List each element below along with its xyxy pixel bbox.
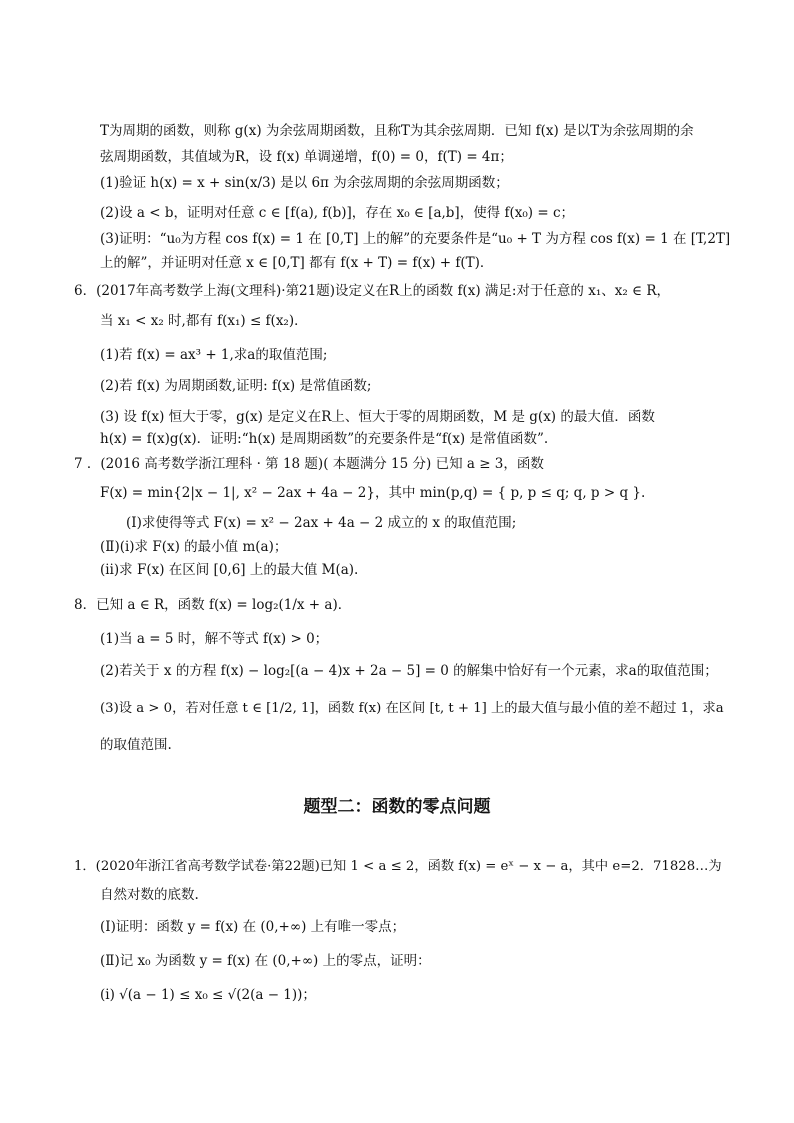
problem8-part3b: 的取值范围. (100, 737, 172, 753)
problem6-part3a: (3) 设 f(x) 恒大于零，g(x) 是定义在R上、恒大于零的周期函数，M 是 g(x) 的最大值．函数 (100, 409, 655, 425)
problem5-part1: (1)验证 h(x) = x + sin(x/3) 是以 6π 为余弦周期的余弦周期函数； (100, 175, 509, 191)
problem5-part3b: 上的解”，并证明对任意 x ∈ [0,T] 都有 f(x + T) = f(x) + f(T)． (100, 255, 494, 271)
zero-problem1-part2i: (ⅰ) √(a − 1) ≤ x₀ ≤ √(2(a − 1))； (100, 987, 316, 1003)
problem6-part3b: h(x) = f(x)g(x)．证明:“h(x) 是周期函数”的充要条件是“f(x) 是常值函数”. (100, 431, 549, 447)
zero-problem1-line2: 自然对数的底数. (100, 887, 199, 903)
problem5-part3a: (3)证明：“u₀为方程 cos f(x) = 1 在 [0,T] 上的解”的充要条件是“u₀ + T 为方程 cos f(x) = 1 在 [T,2T] (100, 231, 731, 247)
problem7-part2ii: (ⅱ)求 F(x) 在区间 [0,6] 上的最大值 M(a). (100, 562, 359, 578)
zero-problem1-line1: 1．(2020年浙江省高考数学试卷·第22题)已知 1 < a ≤ 2，函数 f(x) = eˣ − x − a，其中 e=2．71828…为 (74, 859, 722, 874)
problem8-part3a: (3)设 a > 0，若对任意 t ∈ [1/2, 1]，函数 f(x) 在区间 [t, t + 1] 上的最大值与最小值的差不超过 1，求a (100, 701, 724, 716)
problem6-line1: 6．(2017年高考数学上海(文理科)·第21题)设定义在R上的函数 f(x) 满足:对于任意的 x₁、x₂ ∈ R， (74, 283, 671, 299)
problem6-part2: (2)若 f(x) 为周期函数,证明: f(x) 是常值函数; (100, 378, 372, 394)
problem7-part1: (Ⅰ)求使得等式 F(x) = x² − 2ax + 4a − 2 成立的 x 的取值范围; (126, 515, 517, 531)
zero-problem1-part2: (Ⅱ)记 x₀ 为函数 y = f(x) 在 (0,+∞) 上的零点，证明： (100, 953, 431, 969)
problem5-line1: T为周期的函数，则称 g(x) 为余弦周期函数，且称T为其余弦周期．已知 f(x) 是以T为余弦周期的余 (100, 123, 694, 139)
problem6-line2: 当 x₁ < x₂ 时,都有 f(x₁) ≤ f(x₂)． (100, 313, 308, 329)
problem8-line1: 8．已知 a ∈ R，函数 f(x) = log₂(1/x + a)． (74, 597, 352, 613)
problem7-line1: 7 ．(2016 高考数学浙江理科 · 第 18 题)( 本题满分 15 分) 已知 a ≥ 3，函数 (74, 456, 544, 472)
problem7-line2: F(x) = min{2|x − 1|, x² − 2ax + 4a − 2}，其中 min(p,q) = { p, p ≤ q; q, p > q }. (100, 485, 646, 501)
problem6-part1: (1)若 f(x) = ax³ + 1,求a的取值范围; (100, 347, 328, 363)
problem5-line2: 弦周期函数，其值域为R，设 f(x) 单调递增，f(0) = 0，f(T) = 4π； (100, 149, 513, 165)
problem5-part2: (2)设 a < b，证明对任意 c ∈ [f(a), f(b)]，存在 x₀ ∈ [a,b]，使得 f(x₀) = c； (100, 205, 575, 221)
section-title: 题型二：函数的零点问题 (303, 797, 491, 817)
zero-problem1-part1: (Ⅰ)证明：函数 y = f(x) 在 (0,+∞) 上有唯一零点； (100, 919, 406, 935)
problem8-part1: (1)当 a = 5 时，解不等式 f(x) > 0； (100, 631, 329, 647)
problem7-part2i: (Ⅱ)(ⅰ)求 F(x) 的最小值 m(a)； (100, 539, 288, 555)
problem8-part2: (2)若关于 x 的方程 f(x) − log₂[(a − 4)x + 2a − 5] = 0 的解集中恰好有一个元素，求a的取值范围； (100, 663, 718, 679)
